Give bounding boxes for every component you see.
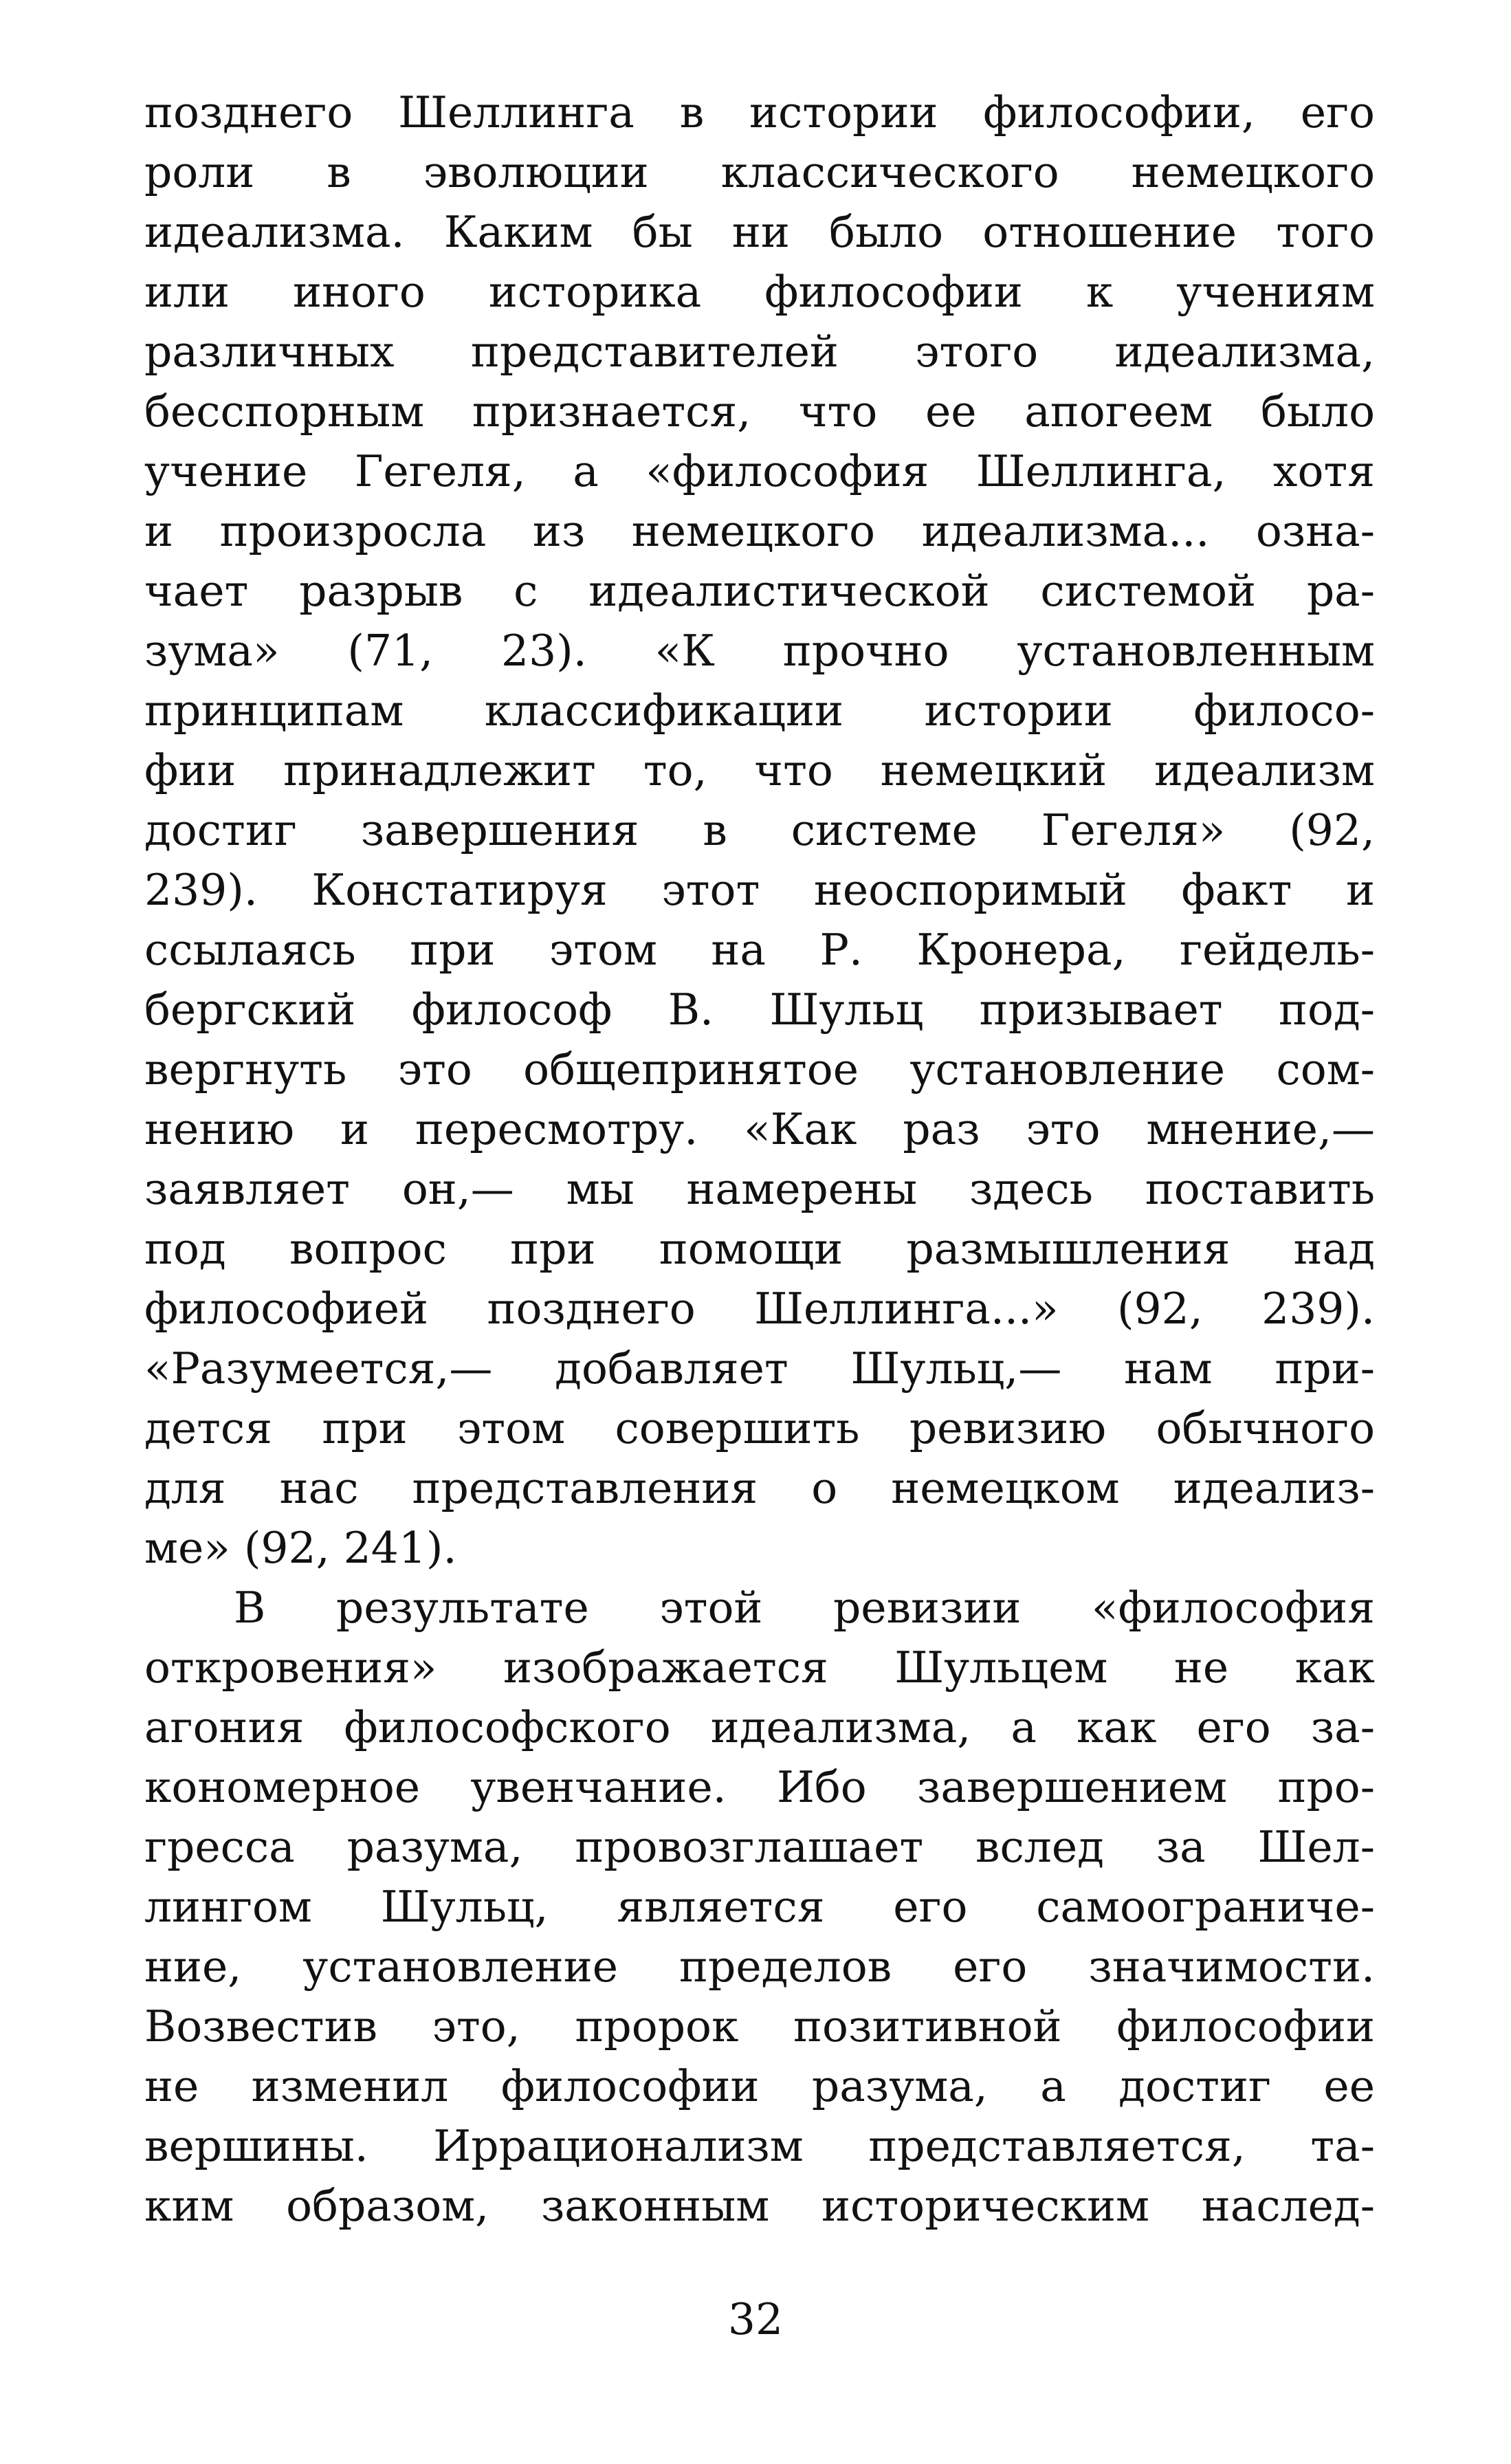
text-line: гресса разума, провозглашает вслед за Шел- [144,1822,1375,1872]
text-line: под вопрос при помощи размышления над [144,1224,1375,1274]
text-line: вергнуть это общепринятое установление сом- [144,1044,1375,1094]
paragraph-end-line: ме» (92, 241). [144,1523,457,1573]
text-line: не изменил философии разума, а достиг ее [144,2061,1375,2111]
text-line: чает разрыв с идеалистической системой ра- [144,566,1375,616]
text-line: учение Гегеля, а «философия Шеллинга, хотя [144,446,1375,496]
text-line: кономерное увенчание. Ибо завершением про- [144,1762,1375,1812]
text-line: бесспорным признается, что ее апогеем было [144,386,1375,437]
text-line: фии принадлежит то, что немецкий идеализм [144,745,1375,795]
text-line: ние, установление пределов его значимости. [144,1942,1375,1992]
text-line: или иного историка философии к учениям [144,267,1375,317]
text-line: «Разумеется,— добавляет Шульц,— нам при- [144,1343,1375,1394]
text-line: вершины. Иррационализм представляется, та- [144,2121,1375,2171]
paragraph-start-line: В результате этой ревизии «философия [234,1583,1375,1633]
page-number: 32 [727,2294,784,2344]
text-line: зума» (71, 23). «К прочно установленным [144,626,1375,676]
text-line: ссылаясь при этом на Р. Кронера, гейдель- [144,925,1375,975]
text-line: ким образом, законным историческим наслед- [144,2181,1375,2231]
text-line: 239). Констатируя этот неоспоримый факт и [144,865,1375,915]
text-line: заявляет он,— мы намерены здесь поставить [144,1164,1375,1214]
text-line: Возвестив это, пророк позитивной философии [144,2001,1375,2052]
text-line: роли в эволюции классического немецкого [144,147,1375,197]
text-line: принципам классификации истории филосо- [144,685,1375,736]
text-line: философией позднего Шеллинга...» (92, 239). [144,1284,1375,1334]
text-line: нению и пересмотру. «Как раз это мнение,— [144,1104,1375,1154]
text-line: откровения» изображается Шульцем не как [144,1642,1375,1693]
text-line: идеализма. Каким бы ни было отношение того [144,207,1375,257]
text-line: дется при этом совершить ревизию обычного [144,1403,1375,1453]
text-line: агония философского идеализма, а как его за- [144,1702,1375,1752]
text-line: для нас представления о немецком идеализ- [144,1463,1375,1513]
text-line: различных представителей этого идеализма, [144,327,1375,377]
text-line: достиг завершения в системе Гегеля» (92, [144,805,1375,855]
text-line: и произросла из немецкого идеализма... озна- [144,506,1375,556]
text-line: бергский философ В. Шульц призывает под- [144,984,1375,1035]
text-line: лингом Шульц, является его самоограниче- [144,1882,1375,1932]
body-text [144,82,1375,2236]
text-line: позднего Шеллинга в истории философии, его [144,87,1375,138]
